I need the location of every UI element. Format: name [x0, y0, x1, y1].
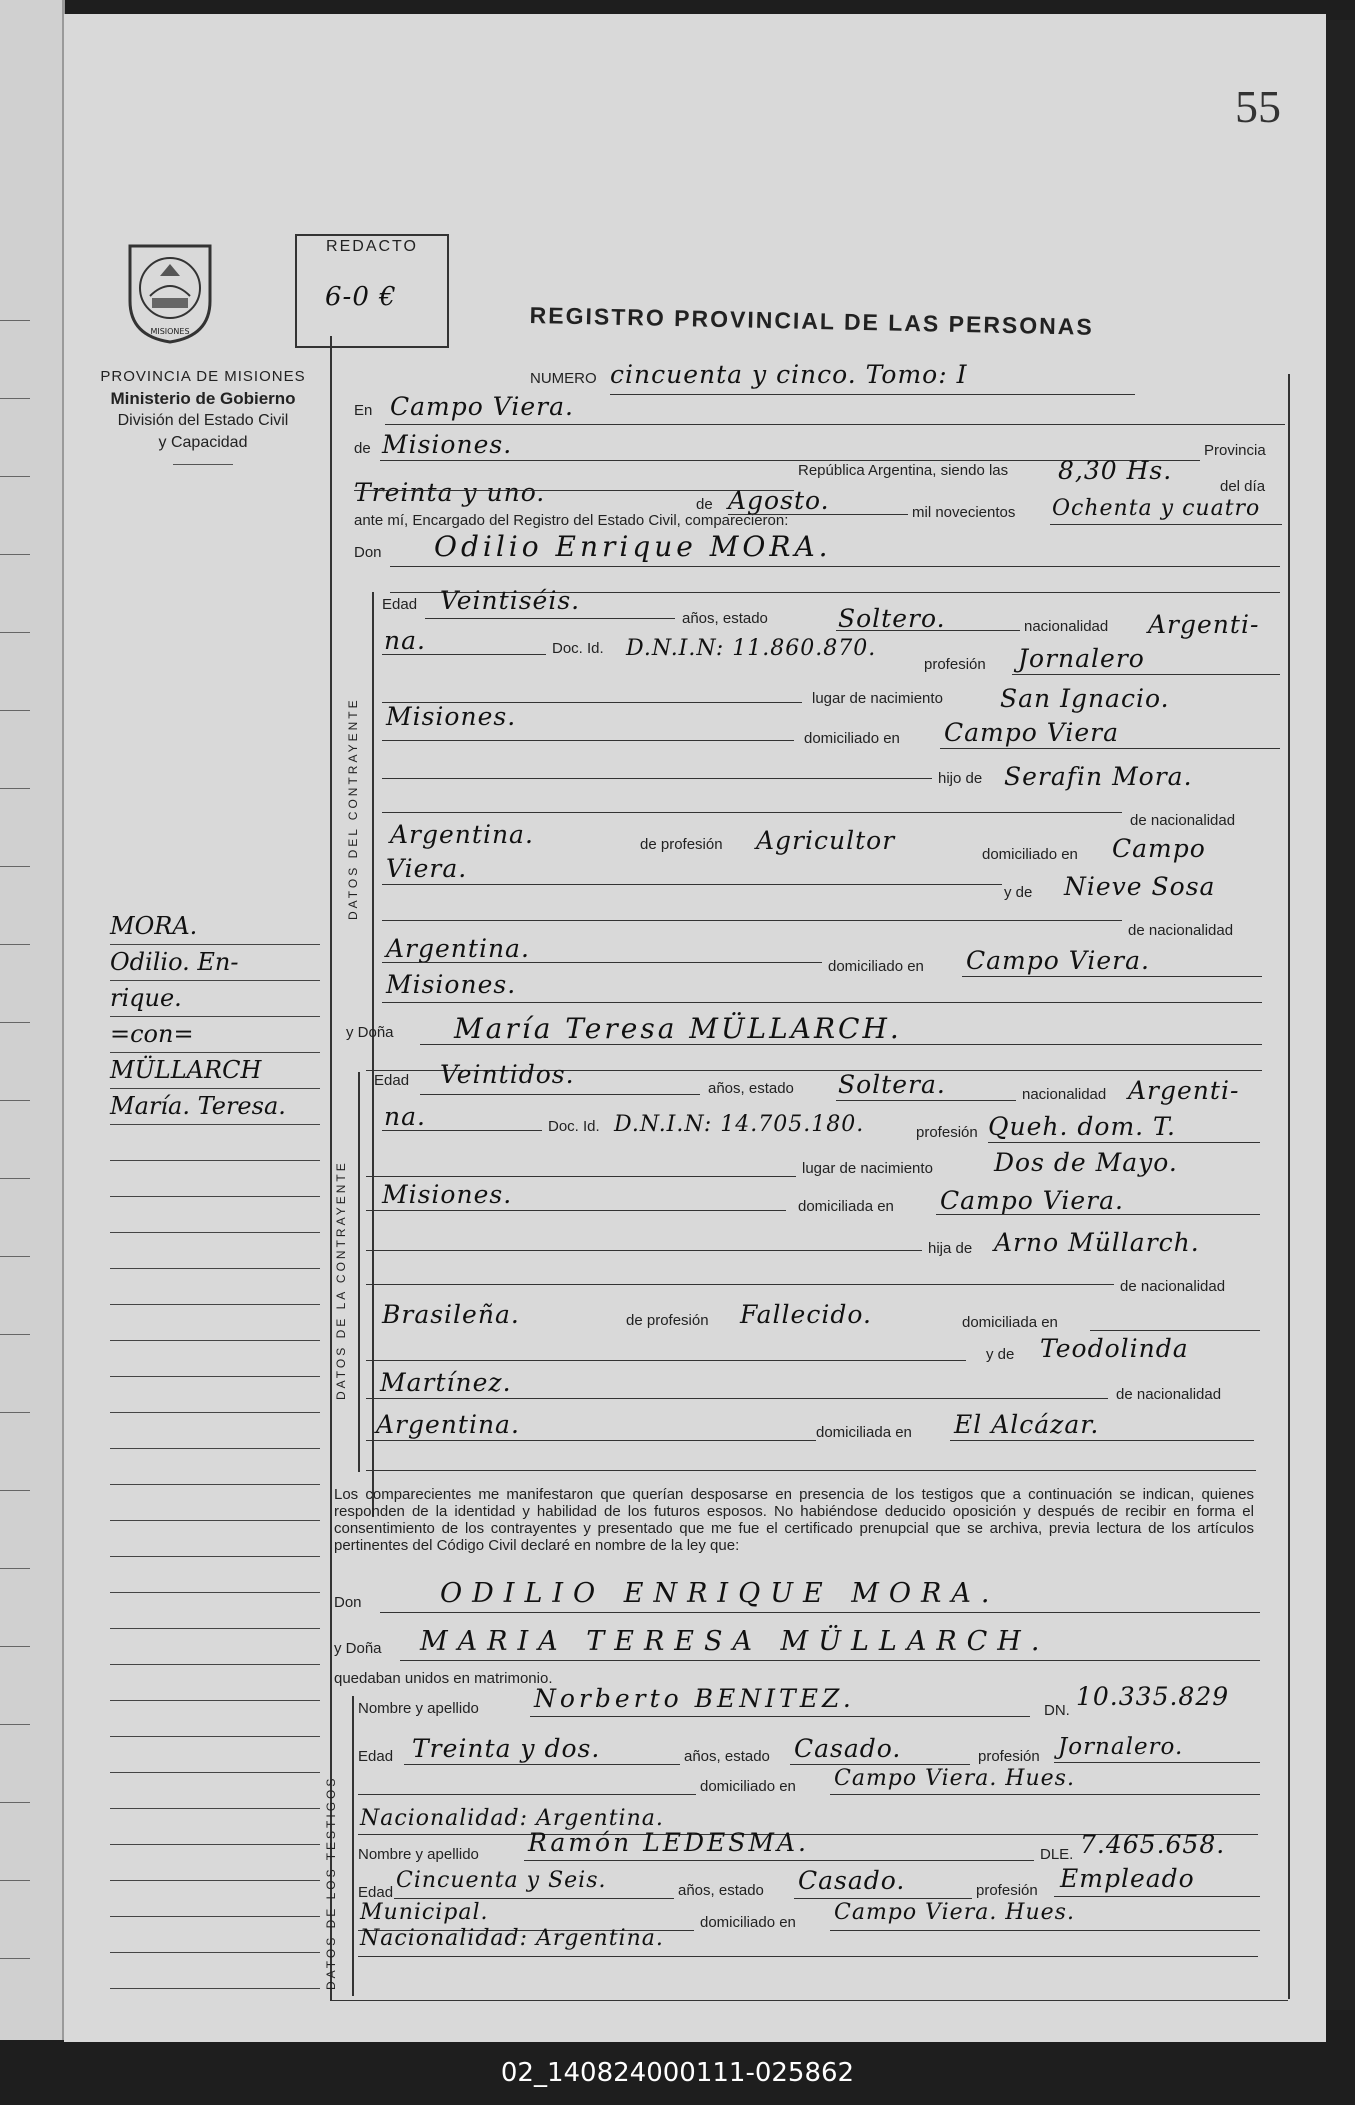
groom-profesion: Jornalero — [1018, 644, 1145, 673]
groom-section-label: DATOS DEL CONTRAYENTE — [346, 697, 360, 920]
w1-domicilio: Campo Viera. Hues. — [834, 1766, 1075, 1791]
bride-intro-name: María Teresa MÜLLARCH. — [454, 1012, 902, 1045]
bride-profesion: Queh. dom. T. — [988, 1112, 1176, 1141]
statement-unidos: quedaban unidos en matrimonio. — [334, 1670, 553, 1687]
groom-madre-dom-label: domiciliado en — [828, 958, 924, 975]
groom-doc-label: Doc. Id. — [552, 640, 604, 657]
hora-value: 8,30 Hs. — [1058, 456, 1173, 485]
division-name: División del Estado Civil — [117, 412, 289, 429]
bride-nacionalidad-label: nacionalidad — [1022, 1086, 1107, 1103]
bride-padre-prof: Fallecido. — [740, 1300, 872, 1329]
w1-nombre-label: Nombre y apellido — [358, 1700, 479, 1717]
bride-nacionalidad-a: Argenti- — [1128, 1076, 1240, 1105]
bride-profesion-label: profesión — [916, 1124, 978, 1141]
margin-note-line: María. Teresa. — [110, 1092, 286, 1120]
w2-nacionalidad: Nacionalidad: Argentina. — [360, 1926, 664, 1951]
w1-dni: 10.335.829 — [1076, 1682, 1230, 1711]
bride-padre: Arno Müllarch. — [994, 1228, 1200, 1257]
groom-padre: Serafin Mora. — [1004, 762, 1193, 791]
de-label: de — [354, 440, 371, 457]
margin-note-line: MÜLLARCH — [110, 1056, 262, 1084]
en-value: Campo Viera. — [390, 392, 574, 421]
seal-text: MISIONES — [150, 327, 190, 336]
margin-note-line: MORA. — [110, 912, 198, 940]
w2-profesion-label: profesión — [976, 1882, 1038, 1899]
w2-estado: Casado. — [798, 1866, 906, 1895]
mes-value: Agosto. — [728, 486, 830, 515]
del-dia-label: del día — [1220, 478, 1266, 495]
capacity-name: y Capacidad — [158, 434, 248, 451]
margin-note-line: =con= — [110, 1020, 194, 1048]
bride-bracket — [358, 1072, 360, 1472]
bride-hija-label: hija de — [928, 1240, 973, 1257]
numero-value: cincuenta y cinco. Tomo: I — [610, 360, 968, 389]
w2-dni-label: DLE. — [1040, 1846, 1074, 1863]
statement-don: ODILIO ENRIQUE MORA. — [440, 1578, 1000, 1609]
bride-padre-dom-label: domiciliada en — [962, 1314, 1058, 1331]
bride-provincia: Misiones. — [382, 1180, 513, 1209]
column-divider — [330, 336, 332, 2001]
groom-padre-dom-label: domiciliado en — [982, 846, 1078, 863]
w2-domicilio: Campo Viera. Hues. — [834, 1900, 1075, 1925]
groom-nacionalidad-a: Argenti- — [1148, 610, 1260, 639]
statement-dona: MARIA TERESA MÜLLARCH. — [420, 1626, 1050, 1657]
groom-edad-label: Edad — [382, 596, 418, 613]
groom-edad: Veintiséis. — [440, 586, 581, 615]
groom-profesion-label: profesión — [924, 656, 986, 673]
redacto-label: REDACTO — [326, 238, 418, 255]
groom-estado: Soltero. — [838, 604, 946, 633]
groom-padre-nac-label: de nacionalidad — [1130, 812, 1236, 829]
w2-anos-label: años, estado — [678, 1882, 764, 1899]
groom-madre: Nieve Sosa — [1064, 872, 1216, 901]
bride-nacionalidad-b: na. — [384, 1102, 426, 1131]
republica-label: República Argentina, siendo las — [798, 462, 1009, 479]
groom-lugar: San Ignacio. — [1000, 684, 1170, 713]
bride-section-label: DATOS DE LA CONTRAYENTE — [334, 1160, 348, 1400]
en-label: En — [354, 402, 373, 419]
w1-dni-label: DN. — [1044, 1702, 1070, 1719]
statement-dona-label: y Doña — [334, 1640, 382, 1657]
groom-nacionalidad-label: nacionalidad — [1024, 618, 1109, 635]
w1-domiciliado-label: domiciliado en — [700, 1778, 796, 1795]
bride-madre-nac: Argentina. — [376, 1410, 520, 1439]
groom-padre-nac: Argentina. — [390, 820, 534, 849]
w1-edad-label: Edad — [358, 1748, 394, 1765]
book-edge — [1325, 20, 1355, 2010]
bride-madre-dom: El Alcázar. — [954, 1410, 1100, 1439]
mil-label: mil novecientos — [912, 504, 1016, 521]
bride-estado: Soltera. — [838, 1070, 946, 1099]
don-label: Don — [354, 544, 382, 561]
w1-nacionalidad: Nacionalidad: Argentina. — [360, 1806, 664, 1831]
w1-profesion: Jornalero. — [1058, 1734, 1184, 1760]
w2-domiciliado-label: domiciliado en — [700, 1914, 796, 1931]
groom-y-de-label: y de — [1004, 884, 1033, 901]
groom-madre-nac: Argentina. — [386, 934, 530, 963]
groom-lugar-label: lugar de nacimiento — [812, 690, 943, 707]
w2-dni: 7.465.658. — [1080, 1830, 1226, 1859]
redacto-stamp — [295, 234, 449, 348]
w1-anos-label: años, estado — [684, 1748, 770, 1765]
provincia-label: Provincia — [1204, 442, 1266, 459]
groom-bracket — [372, 592, 374, 1517]
w2-edad: Cincuenta y Seis. — [396, 1868, 607, 1893]
groom-nacionalidad-b: na. — [384, 626, 426, 655]
statement-don-label: Don — [334, 1594, 362, 1611]
bride-anos-label: años, estado — [708, 1080, 794, 1097]
w2-profesion: Empleado — [1060, 1864, 1195, 1893]
dia-value: Treinta y uno. — [354, 478, 546, 507]
w2-edad-label: Edad — [358, 1884, 394, 1901]
w2-profesion-b: Municipal. — [360, 1900, 489, 1925]
left-page-edge — [0, 0, 65, 2040]
w1-profesion-label: profesión — [978, 1748, 1040, 1765]
seal-icon — [120, 236, 220, 346]
groom-anos-label: años, estado — [682, 610, 768, 627]
groom-domicilio: Campo Viera — [944, 718, 1120, 747]
bride-doc-label: Doc. Id. — [548, 1118, 600, 1135]
w1-estado: Casado. — [794, 1734, 902, 1763]
groom-domiciliado-label: domiciliado en — [804, 730, 900, 747]
de-value: Misiones. — [382, 430, 513, 459]
bride-madre-a: Teodolinda — [1040, 1334, 1189, 1363]
bride-edad-label: Edad — [374, 1072, 410, 1089]
page-number: 55 — [1235, 81, 1281, 132]
bride-intro-label: y Doña — [346, 1024, 394, 1041]
w1-edad: Treinta y dos. — [412, 1734, 601, 1763]
groom-padre-prof: Agricultor — [756, 826, 896, 855]
issuer-header — [50, 366, 356, 465]
groom-padre-dom-b: Viera. — [386, 854, 468, 883]
divider — [173, 464, 233, 465]
document-title: REGISTRO PROVINCIAL DE LAS PERSONAS — [529, 302, 1095, 340]
province-name: PROVINCIA DE MISIONES — [100, 368, 306, 385]
groom-madre-nac-label: de nacionalidad — [1128, 922, 1234, 939]
de-mes-label: de — [696, 496, 713, 513]
marriage-statement: Los comparecientes me manifestaron que querían desposarse en presencia de los testigos que a continuación se indican, quienes responden de la identidad y habilidad de los futuros esposos. No habiéndose deducido oposición y después de recibir en forma el consentimiento de los contrayentes y presentado que me fue el certificado prenupcial que se archiva, previa lectura de los artículos pertinentes del Código Civil declaré en nombre de la ley que: — [334, 1486, 1254, 1554]
groom-hijo-label: hijo de — [938, 770, 983, 787]
groom-padre-prof-label: de profesión — [640, 836, 723, 853]
groom-provincia: Misiones. — [386, 702, 517, 731]
w2-nombre: Ramón LEDESMA. — [528, 1828, 809, 1857]
margin-note-line: rique. — [110, 984, 182, 1012]
right-border — [1288, 374, 1290, 1999]
footer-id: 02_140824000111-025862 — [500, 2058, 855, 2088]
groom-madre-dom-b: Misiones. — [386, 970, 517, 999]
ante-label: ante mí, Encargado del Registro del Estado Civil, comparecieron: — [354, 512, 789, 529]
ministry-name: Ministerio de Gobierno — [110, 389, 296, 408]
witness-bracket — [352, 1696, 354, 1996]
witness-section-label: DATOS DE LOS TESTIGOS — [324, 1775, 338, 1990]
redacto-value: 6-0 € — [325, 282, 397, 312]
bride-padre-nac: Brasileña. — [382, 1300, 520, 1329]
bride-madre-b: Martínez. — [380, 1368, 512, 1397]
numero-label: NUMERO — [530, 370, 597, 387]
anio-value: Ochenta y cuatro — [1052, 496, 1261, 521]
bride-y-de-label: y de — [986, 1346, 1015, 1363]
w1-nombre: Norberto BENITEZ. — [534, 1684, 855, 1713]
w2-nombre-label: Nombre y apellido — [358, 1846, 479, 1863]
bride-domiciliada-label: domiciliada en — [798, 1198, 894, 1215]
bride-domicilio: Campo Viera. — [940, 1186, 1124, 1215]
bride-lugar: Dos de Mayo. — [994, 1148, 1178, 1177]
bride-lugar-label: lugar de nacimiento — [802, 1160, 933, 1177]
bride-edad: Veintidos. — [440, 1060, 575, 1089]
don-value: Odilio Enrique MORA. — [434, 530, 832, 563]
bride-doc: D.N.I.N: 14.705.180. — [614, 1112, 865, 1137]
bride-madre-nac-label: de nacionalidad — [1116, 1386, 1222, 1403]
groom-padre-dom-a: Campo — [1112, 834, 1206, 863]
groom-doc: D.N.I.N: 11.860.870. — [626, 636, 877, 661]
margin-note-line: Odilio. En- — [110, 948, 239, 976]
bride-padre-nac-label: de nacionalidad — [1120, 1278, 1226, 1295]
groom-madre-dom-a: Campo Viera. — [966, 946, 1150, 975]
bride-padre-prof-label: de profesión — [626, 1312, 709, 1329]
bride-madre-dom-label: domiciliada en — [816, 1424, 912, 1441]
